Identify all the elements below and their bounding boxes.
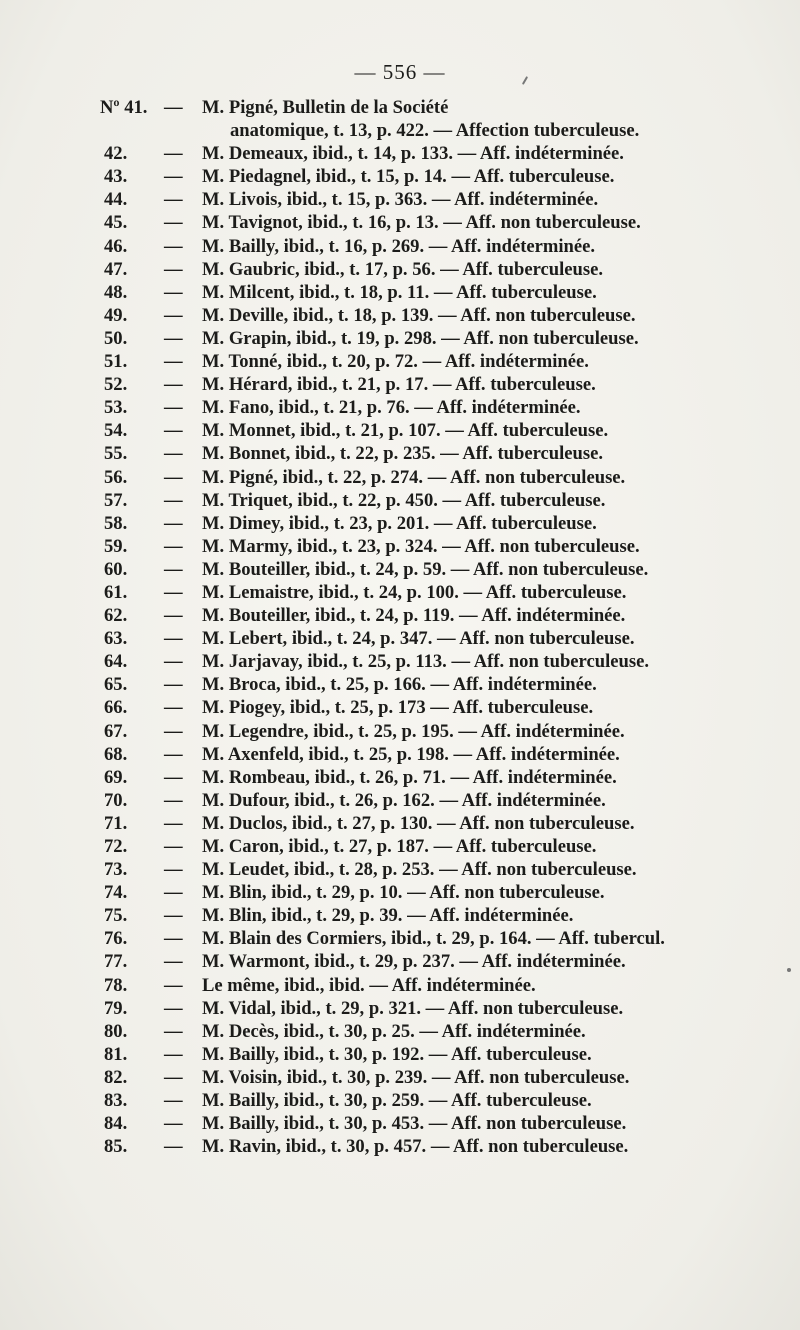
list-item — [100, 489, 780, 512]
entry-dash: — — [164, 166, 183, 188]
entry-dash: — — [164, 674, 183, 696]
entry-dash: — — [164, 281, 183, 303]
entry-text: M. Piedagnel, ibid., t. 15, p. 14. — Aff. tuberculeuse. — [202, 166, 615, 188]
entry-number: 62. — [104, 605, 128, 627]
entry-dash: — — [164, 512, 183, 534]
entry-dash: — — [164, 997, 183, 1019]
entry-number: Nº 41. — [100, 97, 148, 118]
entry-number: 72. — [104, 836, 128, 857]
entry-text: M. Hérard, ibid., t. 21, p. 17. — Aff. tuberculeuse. — [202, 374, 596, 396]
entry-text: M. Ravin, ibid., t. 30, p. 457. — Aff. non tuberculeuse. — [202, 1136, 629, 1158]
entry-dash: — — [164, 789, 183, 811]
entry-dash: — — [164, 882, 183, 904]
entry-text: M. Caron, ibid., t. 27, p. 187. — Aff. tuberculeuse. — [202, 836, 597, 857]
list-item — [100, 442, 780, 465]
entry-number: 46. — [104, 235, 128, 257]
entry-text: M. Demeaux, ibid., t. 14, p. 133. — Aff. indéterminée. — [202, 143, 624, 165]
entry-text: M. Bailly, ibid., t. 30, p. 259. — Aff. tuberculeuse. — [202, 1090, 592, 1112]
list-item — [100, 512, 780, 535]
entry-dash: — — [164, 397, 183, 419]
list-item — [100, 535, 780, 558]
entry-text: M. Dimey, ibid., t. 23, p. 201. — Aff. tuberculeuse. — [202, 512, 597, 534]
entry-text: M. Gaubric, ibid., t. 17, p. 56. — Aff. tuberculeuse. — [202, 258, 603, 280]
entry-number: 83. — [104, 1090, 128, 1112]
entry-text: Le même, ibid., ibid. — Aff. indéterminée. — [202, 974, 536, 996]
entry-continuation: anatomique, t. 13, p. 422. — Affection tuberculeuse. — [230, 120, 640, 142]
entry-dash: — — [164, 836, 183, 857]
entry-dash: — — [164, 1020, 183, 1042]
entry-text: M. Dufour, ibid., t. 26, p. 162. — Aff. indéterminée. — [202, 789, 606, 811]
entry-number: 54. — [104, 420, 128, 442]
entry-dash: — — [164, 743, 183, 765]
entry-text: M. Bailly, ibid., t. 30, p. 453. — Aff. non tuberculeuse. — [202, 1113, 627, 1135]
entry-dash: — — [164, 812, 183, 834]
list-item — [100, 1066, 780, 1089]
list-item — [100, 881, 780, 904]
entry-number: 55. — [104, 443, 128, 465]
entry-dash: — — [164, 859, 183, 881]
entry-dash: — — [164, 443, 183, 465]
entry-number: 71. — [104, 812, 128, 834]
entry-number: 84. — [104, 1113, 128, 1135]
entry-number: 81. — [104, 1043, 128, 1065]
list-item — [100, 650, 780, 673]
list-item — [100, 720, 780, 743]
entry-dash: — — [164, 1090, 183, 1112]
entry-number: 78. — [104, 974, 128, 996]
entry-text: M. Bonnet, ibid., t. 22, p. 235. — Aff. tuberculeuse. — [202, 443, 603, 465]
entry-number: 74. — [104, 882, 128, 904]
entry-text: M. Decès, ibid., t. 30, p. 25. — Aff. indéterminée. — [202, 1020, 586, 1042]
entry-number: 65. — [104, 674, 128, 696]
list-item — [100, 604, 780, 627]
entry-text: M. Bouteiller, ibid., t. 24, p. 119. — Aff. indéterminée. — [202, 605, 626, 627]
entry-dash: — — [164, 928, 183, 950]
entry-number: 80. — [104, 1020, 128, 1042]
entry-text: M. Axenfeld, ibid., t. 25, p. 198. — Aff. indéterminée. — [202, 743, 620, 765]
entry-number: 58. — [104, 512, 128, 534]
list-item — [100, 558, 780, 581]
entry-text: M. Legendre, ibid., t. 25, p. 195. — Aff. indéterminée. — [202, 720, 625, 742]
entry-dash: — — [164, 189, 183, 211]
list-item — [100, 188, 780, 211]
entry-text: M. Blin, ibid., t. 29, p. 10. — Aff. non tuberculeuse. — [202, 882, 605, 904]
entry-number: 73. — [104, 859, 128, 881]
list-item — [100, 96, 780, 119]
entry-dash: — — [164, 581, 183, 603]
list-item — [100, 165, 780, 188]
entry-number: 59. — [104, 535, 128, 557]
entry-number: 44. — [104, 189, 128, 211]
list-item — [100, 1135, 780, 1158]
entry-text: M. Lebert, ibid., t. 24, p. 347. — Aff. non tuberculeuse. — [202, 628, 635, 650]
list-item — [100, 696, 780, 719]
entry-number: 48. — [104, 281, 128, 303]
list-item — [100, 1043, 780, 1066]
entry-number: 70. — [104, 789, 128, 811]
entry-text: M. Duclos, ibid., t. 27, p. 130. — Aff. non tuberculeuse. — [202, 812, 635, 834]
list-item — [100, 974, 780, 997]
page-number: — 556 — — [354, 60, 446, 84]
entry-text: M. Bailly, ibid., t. 30, p. 192. — Aff. tuberculeuse. — [202, 1043, 592, 1065]
reference-list — [100, 96, 780, 1158]
entry-dash: — — [164, 974, 183, 996]
entry-text: M. Piogey, ibid., t. 25, p. 173 — Aff. tuberculeuse. — [202, 697, 594, 719]
entry-text: M. Triquet, ibid., t. 22, p. 450. — Aff. tuberculeuse. — [202, 489, 606, 511]
list-item — [100, 835, 780, 858]
list-item — [100, 904, 780, 927]
entry-text: M. Leudet, ibid., t. 28, p. 253. — Aff. non tuberculeuse. — [202, 859, 637, 881]
entry-number: 52. — [104, 374, 128, 396]
entry-dash: — — [164, 558, 183, 580]
entry-number: 69. — [104, 766, 128, 788]
list-item — [100, 766, 780, 789]
entry-number: 66. — [104, 697, 128, 719]
entry-number: 50. — [104, 327, 128, 349]
list-item — [100, 350, 780, 373]
entry-text: M. Milcent, ibid., t. 18, p. 11. — Aff. tuberculeuse. — [202, 281, 597, 303]
list-item — [100, 211, 780, 234]
entry-dash: — — [164, 1113, 183, 1135]
entry-number: 79. — [104, 997, 128, 1019]
entry-text: M. Monnet, ibid., t. 21, p. 107. — Aff. tuberculeuse. — [202, 420, 609, 442]
list-item — [100, 997, 780, 1020]
list-item — [100, 789, 780, 812]
entry-number: 57. — [104, 489, 128, 511]
paper-speck — [787, 968, 791, 972]
list-item — [100, 950, 780, 973]
entry-dash: — — [164, 651, 183, 673]
entry-dash: — — [164, 351, 183, 373]
list-item — [100, 304, 780, 327]
list-item — [100, 581, 780, 604]
entry-text: M. Grapin, ibid., t. 19, p. 298. — Aff. non tuberculeuse. — [202, 327, 639, 349]
entry-text: M. Jarjavay, ibid., t. 25, p. 113. — Aff. non tuberculeuse. — [202, 651, 649, 673]
entry-text: M. Pigné, Bulletin de la Société — [202, 97, 449, 118]
entry-text: M. Fano, ibid., t. 21, p. 76. — Aff. indéterminée. — [202, 397, 581, 419]
entry-dash: — — [164, 605, 183, 627]
entry-text: M. Blin, ibid., t. 29, p. 39. — Aff. indéterminée. — [202, 905, 574, 927]
entry-dash: — — [164, 489, 183, 511]
entry-text: M. Deville, ibid., t. 18, p. 139. — Aff. non tuberculeuse. — [202, 304, 636, 326]
list-item — [100, 373, 780, 396]
entry-number: 61. — [104, 581, 128, 603]
entry-dash: — — [164, 697, 183, 719]
entry-dash: — — [164, 1043, 183, 1065]
entry-text: M. Marmy, ibid., t. 23, p. 324. — Aff. non tuberculeuse. — [202, 535, 640, 557]
entry-dash: — — [164, 143, 183, 165]
list-item — [100, 327, 780, 350]
entry-dash: — — [164, 466, 183, 488]
entry-dash: — — [164, 905, 183, 927]
list-item — [100, 1020, 780, 1043]
list-item — [100, 1089, 780, 1112]
list-item — [100, 812, 780, 835]
entry-dash: — — [164, 258, 183, 280]
list-item — [100, 466, 780, 489]
list-item — [100, 142, 780, 165]
entry-dash: — — [164, 327, 183, 349]
entry-dash: — — [164, 951, 183, 973]
entry-dash: — — [164, 628, 183, 650]
entry-text: M. Broca, ibid., t. 25, p. 166. — Aff. indéterminée. — [202, 674, 597, 696]
list-item — [100, 235, 780, 258]
entry-number: 47. — [104, 258, 128, 280]
entry-number: 77. — [104, 951, 128, 973]
entry-text: M. Rombeau, ibid., t. 26, p. 71. — Aff. indéterminée. — [202, 766, 617, 788]
entry-number: 63. — [104, 628, 128, 650]
list-item — [100, 858, 780, 881]
entry-number: 68. — [104, 743, 128, 765]
entry-number: 56. — [104, 466, 128, 488]
entry-dash: — — [164, 720, 183, 742]
list-item — [100, 396, 780, 419]
entry-text: M. Lemaistre, ibid., t. 24, p. 100. — Aff. tuberculeuse. — [202, 581, 627, 603]
list-item — [100, 281, 780, 304]
entry-number: 49. — [104, 304, 128, 326]
entry-dash: — — [164, 374, 183, 396]
entry-text: M. Voisin, ibid., t. 30, p. 239. — Aff. non tuberculeuse. — [202, 1066, 630, 1088]
entry-dash: — — [164, 235, 183, 257]
entry-number: 43. — [104, 166, 128, 188]
entry-dash: — — [164, 1136, 183, 1158]
entry-number: 60. — [104, 558, 128, 580]
entry-dash: — — [164, 420, 183, 442]
entry-text: M. Livois, ibid., t. 15, p. 363. — Aff. indéterminée. — [202, 189, 599, 211]
list-item — [100, 673, 780, 696]
entry-dash: — — [164, 1066, 183, 1088]
entry-text: M. Pigné, ibid., t. 22, p. 274. — Aff. non tuberculeuse. — [202, 466, 626, 488]
entry-dash: — — [164, 766, 183, 788]
list-item — [100, 627, 780, 650]
entry-number: 64. — [104, 651, 128, 673]
entry-number: 76. — [104, 928, 128, 950]
entry-number: 51. — [104, 351, 128, 373]
entry-number: 85. — [104, 1136, 128, 1158]
entry-number: 82. — [104, 1066, 128, 1088]
entry-text: M. Blain des Cormiers, ibid., t. 29, p. 164. — Aff. tubercul. — [202, 928, 665, 950]
entry-text: M. Tavignot, ibid., t. 16, p. 13. — Aff. non tuberculeuse. — [202, 212, 641, 234]
entry-number: 67. — [104, 720, 128, 742]
entry-text: M. Bailly, ibid., t. 16, p. 269. — Aff. indéterminée. — [202, 235, 596, 257]
list-item — [100, 258, 780, 281]
list-item — [100, 743, 780, 766]
entry-dash: — — [164, 304, 183, 326]
entry-text: M. Warmont, ibid., t. 29, p. 237. — Aff. indéterminée. — [202, 951, 626, 973]
entry-dash: — — [164, 97, 183, 118]
entry-text: M. Bouteiller, ibid., t. 24, p. 59. — Aff. non tuberculeuse. — [202, 558, 649, 580]
entry-text: M. Vidal, ibid., t. 29, p. 321. — Aff. non tuberculeuse. — [202, 997, 624, 1019]
list-item — [100, 1112, 780, 1135]
entry-number: 53. — [104, 397, 128, 419]
entry-number: 75. — [104, 905, 128, 927]
entry-dash: — — [164, 535, 183, 557]
list-item — [100, 927, 780, 950]
entry-dash: — — [164, 212, 183, 234]
entry-text: M. Tonné, ibid., t. 20, p. 72. — Aff. indéterminée. — [202, 351, 589, 373]
entry-number: 42. — [104, 143, 128, 165]
list-item — [100, 419, 780, 442]
entry-number: 45. — [104, 212, 128, 234]
